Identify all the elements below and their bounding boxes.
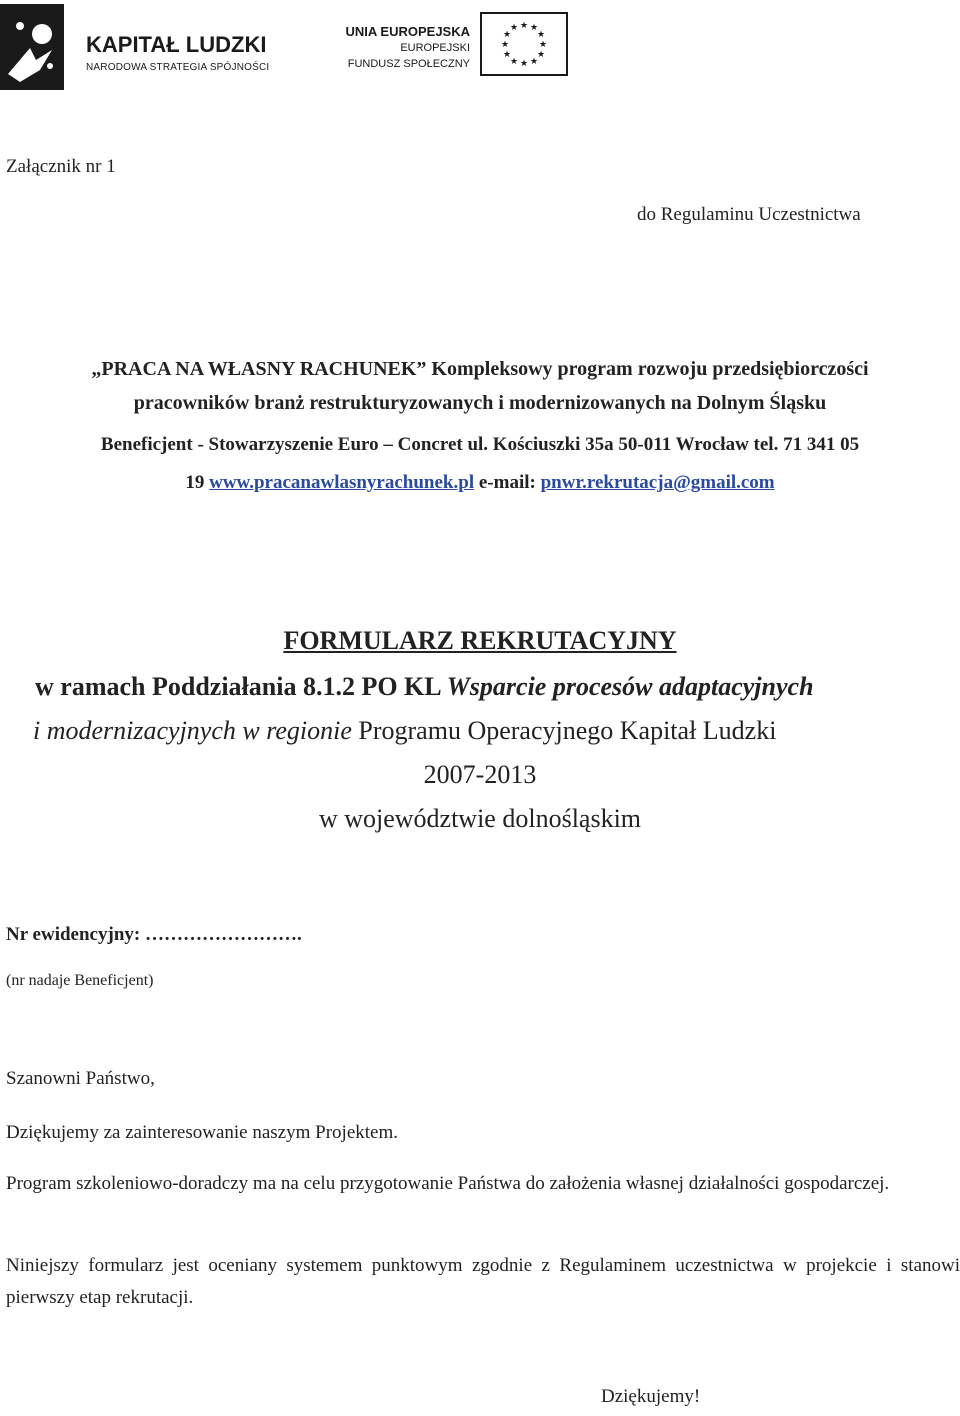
website-link[interactable]: www.pracanawlasnyrachunek.pl	[209, 472, 475, 493]
form-subtitle-line1	[35, 672, 814, 702]
svg-text:★: ★	[519, 21, 529, 31]
form-title: FORMULARZ REKRUTACYJNY	[283, 626, 677, 655]
logo-ue-line3: FUNDUSZ SPOŁECZNY	[347, 58, 470, 70]
registration-note: (nr nadaje Beneficjent)	[6, 972, 154, 989]
program-title-line1: „PRACA NA WŁASNY RACHUNEK” Kompleksowy program rozwoju przedsiębiorczości	[91, 358, 869, 380]
email-link[interactable]: pnwr.rekrutacja@gmail.com	[540, 472, 775, 493]
beneficiary-line1: Beneficjent - Stowarzyszenie Euro – Concret ul. Kościuszki 35a 50-011 Wrocław tel. 71 341 05	[100, 434, 860, 455]
letter-thanks-interest: Dziękujemy za zainteresowanie naszym Projektem.	[6, 1122, 398, 1143]
kapital-ludzki-flag-icon	[0, 4, 64, 90]
attachment-reference: do Regulaminu Uczestnictwa	[637, 204, 861, 225]
svg-text:★: ★	[536, 30, 546, 40]
svg-text:★: ★	[519, 59, 529, 69]
letter-salutation: Szanowni Państwo,	[6, 1068, 155, 1089]
logo-kl-subtitle: NARODOWA STRATEGIA SPÓJNOŚCI	[86, 62, 270, 73]
form-subtitle-modern-italic: i modernizacyjnych w regionie	[33, 716, 352, 745]
svg-text:★: ★	[509, 57, 519, 67]
svg-text:★: ★	[538, 40, 548, 50]
letter-paragraph-2: Niniejszy formularz jest oceniany systemem punktowym zgodnie z Regulaminem uczestnictwa w projekcie i stanowi pierwszy etap rekrutacji.	[6, 1255, 960, 1308]
form-subtitle-ramach-italic: Wsparcie procesów adaptacyjnych	[446, 672, 814, 701]
svg-text:★: ★	[502, 50, 512, 60]
form-subtitle-ramach: w ramach Poddziałania 8.1.2 PO KL	[35, 672, 447, 701]
svg-text:★: ★	[529, 23, 539, 33]
form-years: 2007-2013	[423, 760, 537, 789]
svg-text:★: ★	[536, 50, 546, 60]
kapital-ludzki-logo	[0, 4, 300, 94]
eu-stars-flag-icon	[480, 12, 568, 76]
svg-text:★: ★	[529, 57, 539, 67]
svg-text:★: ★	[509, 23, 519, 33]
eu-logo	[320, 8, 580, 92]
logo-ue-line2: EUROPEJSKI	[400, 42, 470, 54]
svg-text:★: ★	[500, 40, 510, 50]
beneficiary-phone-end: 19	[185, 472, 210, 493]
form-voivodeship: w województwie dolnośląskim	[318, 804, 642, 833]
logo-kl-title: KAPITAŁ LUDZKI	[86, 32, 267, 57]
letter-paragraph-1: Program szkoleniowo-doradczy ma na celu przygotowanie Państwa do założenia własnej działalności gospodarczej.	[6, 1173, 890, 1194]
form-subtitle-modern-rest: Programu Operacyjnego Kapitał Ludzki	[351, 716, 777, 745]
letter-closing: Dziękujemy!	[601, 1386, 701, 1407]
svg-text:★: ★	[502, 30, 512, 40]
registration-number-field: Nr ewidencyjny: …………………….	[6, 924, 302, 945]
beneficiary-line2	[0, 472, 960, 494]
email-label: e-mail:	[474, 472, 541, 493]
attachment-label: Załącznik nr 1	[6, 156, 116, 177]
program-title-line2: pracowników branż restrukturyzowanych i modernizowanych na Dolnym Śląsku	[133, 392, 827, 414]
form-subtitle-line2	[33, 716, 776, 746]
logo-ue-line1: UNIA EUROPEJSKA	[345, 24, 470, 39]
